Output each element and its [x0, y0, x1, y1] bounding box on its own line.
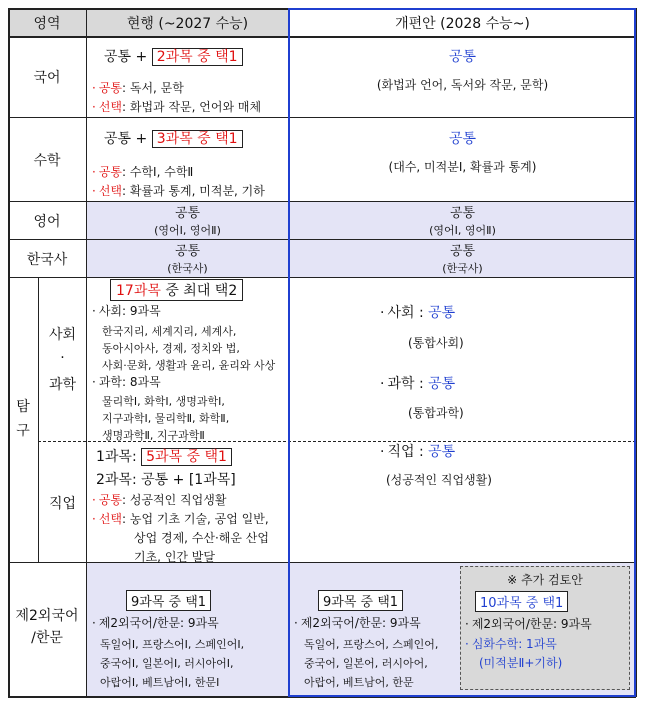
reform-voc-sub: (성공적인 직업생활) — [386, 473, 492, 487]
korean-choice-box: 2과목 중 택1 — [152, 48, 243, 66]
extra-advanced-math: · 심화수학: 1과목 — [465, 635, 557, 652]
reform-science-value: 공통 — [428, 376, 456, 392]
english-current-title: 공통 — [174, 206, 201, 221]
reform-social-value: 공통 — [428, 305, 456, 321]
social-list-3: 사회·문화, 생활과 윤리, 윤리와 사상 — [102, 359, 276, 372]
math-common-prefix: 공통 + — [104, 131, 148, 147]
inquiry-choice-rest: 중 최대 택2 — [165, 283, 238, 299]
reform-social-label: · 사회 : — [380, 305, 424, 321]
inquiry-label-top: 탐 — [16, 399, 30, 415]
voc-elective-line-2: 상업 경제, 수산·해운 산업 — [134, 531, 269, 545]
foreign-label-1: 제2외국어 — [15, 608, 79, 624]
voc-common-key: · 공통 — [92, 493, 122, 507]
grid-line — [38, 277, 39, 562]
science-list-2: 지구과학Ⅰ, 물리학Ⅱ, 화학Ⅱ, — [102, 412, 230, 425]
voc-elective-line — [92, 510, 269, 527]
voc-line-1-prefix: 1과목: — [96, 449, 137, 465]
math-elective-key: · 선택 — [92, 184, 122, 198]
reform-science-label: · 과학 : — [380, 376, 424, 392]
voc-line-2-prefix: 2과목: 공통 + — [96, 472, 185, 488]
inquiry-choice-red: 17과목 — [116, 283, 161, 299]
soc-sci-label-1: 사회 — [48, 327, 77, 343]
math-common-key: · 공통 — [92, 165, 122, 179]
korean-reform-title: 공통 — [448, 49, 477, 65]
history-current-sub: (한국사) — [167, 262, 208, 275]
extra-review-panel — [460, 566, 630, 690]
foreign-reform-choice: 9과목 중 택1 — [318, 590, 403, 611]
reform-voc-value: 공통 — [428, 444, 456, 460]
reform-social-line — [380, 302, 455, 322]
header-current: 현행 (~2027 수능) — [126, 16, 249, 32]
inquiry-current-choice — [110, 279, 243, 301]
english-reform-title: 공통 — [449, 206, 476, 221]
science-list-3: 생명과학Ⅱ, 지구과학Ⅱ — [102, 429, 205, 442]
extra-choice: 10과목 중 택1 — [480, 596, 564, 611]
voc-line-2: 2과목: 공통 + [1과목] — [96, 472, 236, 488]
reform-science-line — [380, 373, 455, 393]
math-elective-val: : 확률과 통계, 미적분, 기하 — [122, 184, 265, 198]
korean-common-key: · 공통 — [92, 81, 122, 95]
english-reform-sub: (영어Ⅰ, 영어Ⅱ) — [429, 224, 496, 237]
voc-label: 직업 — [48, 496, 77, 512]
foreign-reform-head: · 제2외국어/한문: 9과목 — [294, 614, 421, 631]
science-head: · 과학: 8과목 — [92, 373, 161, 390]
social-list-1: 한국지리, 세계지리, 세계사, — [102, 325, 237, 338]
extra-choice-box — [475, 591, 568, 612]
row-label-history: 한국사 — [26, 251, 68, 268]
reform-social-sub: (통합사회) — [408, 336, 464, 350]
voc-choice-box: 5과목 중 택1 — [141, 448, 232, 466]
korean-elective-line — [92, 98, 261, 115]
history-current-title: 공통 — [174, 244, 201, 259]
foreign-reform-list-2: 중국어, 일본어, 러시아어, — [304, 657, 428, 670]
korean-common-prefix: 공통 + — [104, 49, 148, 65]
row-label-korean: 국어 — [33, 70, 61, 86]
foreign-reform-list-3: 아랍어, 베트남어, 한문 — [304, 676, 414, 689]
header-area: 영역 — [33, 16, 61, 32]
science-list-1: 물리학Ⅰ, 화학Ⅰ, 생명과학Ⅰ, — [102, 395, 225, 408]
soc-sci-label-3: 과학 — [48, 377, 77, 393]
foreign-current-list-1: 독일어Ⅰ, 프랑스어Ⅰ, 스페인어Ⅰ, — [100, 638, 245, 651]
history-reform-sub: (한국사) — [442, 262, 483, 275]
reform-voc-line — [380, 441, 455, 461]
math-elective-line — [92, 182, 265, 199]
korean-common-val: : 독서, 문학 — [122, 81, 184, 95]
extra-advanced-math-sub: (미적분Ⅱ+기하) — [479, 656, 563, 670]
row-label-math: 수학 — [33, 152, 61, 169]
math-choice-box: 3과목 중 택1 — [152, 130, 243, 148]
extra-review-title: ※ 추가 검토안 — [507, 573, 583, 587]
foreign-label-2: /한문 — [31, 630, 63, 646]
math-common-val: : 수학Ⅰ, 수학Ⅱ — [122, 165, 194, 179]
reform-science-sub: (통합과학) — [408, 406, 464, 420]
voc-line-2-box: 1과목 — [194, 472, 231, 488]
korean-elective-key: · 선택 — [92, 100, 122, 114]
korean-common-line — [92, 79, 184, 96]
extra-head: · 제2외국어/한문: 9과목 — [465, 615, 592, 632]
social-head: · 사회: 9과목 — [92, 302, 161, 319]
inquiry-label-bottom: 구 — [16, 423, 30, 439]
foreign-current-list-3: 아랍어Ⅰ, 베트남어Ⅰ, 한문Ⅰ — [100, 676, 220, 689]
soc-sci-label-2: · — [60, 350, 65, 366]
foreign-current-list-2: 중국어Ⅰ, 일본어Ⅰ, 러시아어Ⅰ, — [100, 657, 234, 670]
foreign-current-head: · 제2외국어/한문: 9과목 — [92, 614, 219, 631]
voc-elective-val: : 농업 기초 기술, 공업 일반, — [122, 512, 269, 526]
voc-elective-key: · 선택 — [92, 512, 122, 526]
row-label-english: 영어 — [33, 213, 61, 230]
math-reform-title: 공통 — [448, 131, 477, 147]
math-common-line — [92, 163, 193, 180]
grid-line — [86, 8, 87, 697]
voc-elective-line-3: 기초, 인간 발달 — [134, 550, 215, 564]
voc-common-line — [92, 491, 226, 508]
history-reform-title: 공통 — [449, 244, 476, 259]
voc-common-val: : 성공적인 직업생활 — [122, 493, 227, 507]
reform-voc-label: · 직업 : — [380, 444, 424, 460]
foreign-current-choice: 9과목 중 택1 — [126, 590, 211, 611]
english-current-sub: (영어Ⅰ, 영어Ⅱ) — [154, 224, 221, 237]
voc-line-1 — [96, 446, 232, 466]
header-reform: 개편안 (2028 수능~) — [395, 16, 530, 32]
korean-reform-sub: (화법과 언어, 독서와 작문, 문학) — [376, 78, 549, 92]
math-reform-sub: (대수, 미적분Ⅰ, 확률과 통계) — [388, 160, 537, 174]
korean-elective-val: : 화법과 작문, 언어와 매체 — [122, 100, 262, 114]
social-list-2: 동아시아사, 경제, 정치와 법, — [102, 342, 240, 355]
math-current-choice — [104, 128, 243, 148]
korean-current-choice — [104, 46, 243, 66]
foreign-reform-list-1: 독일어, 프랑스어, 스페인어, — [304, 638, 439, 651]
